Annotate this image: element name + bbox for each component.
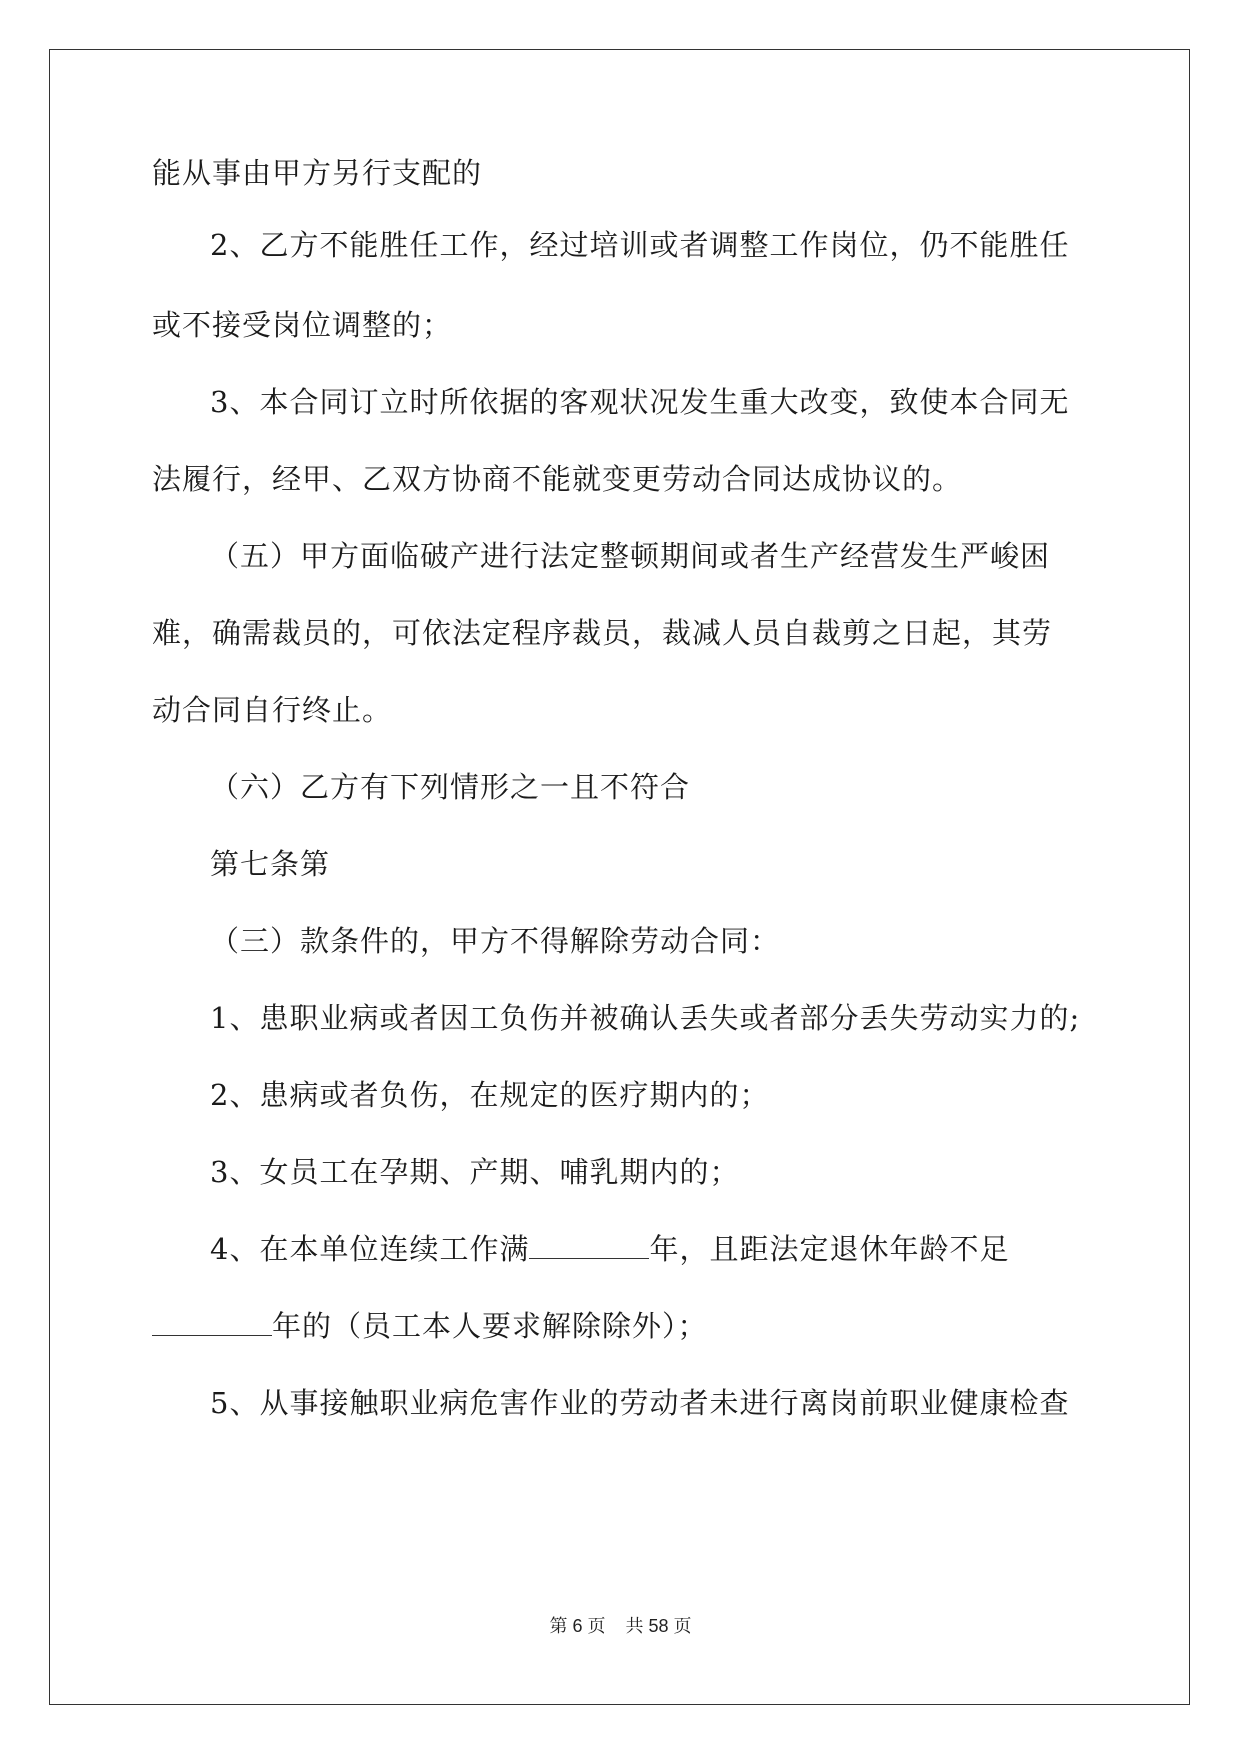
paragraph-line: 难，确需裁员的，可依法定程序裁员，裁减人员自裁剪之日起，其劳: [152, 616, 1053, 650]
fill-in-blank[interactable]: [152, 1309, 272, 1336]
paragraph-line: （五）甲方面临破产进行法定整顿期间或者生产经营发生严峻困: [210, 539, 1051, 573]
paragraph-line: 能从事由甲方另行支配的: [152, 156, 483, 190]
paragraph-line: 法履行，经甲、乙双方协商不能就变更劳动合同达成协议的。: [152, 462, 963, 496]
list-item: 2、患病或者负伤，在规定的医疗期内的；: [210, 1078, 770, 1112]
list-item-text: 年，且距法定退休年龄不足: [649, 1232, 1010, 1266]
list-item: 3、女员工在孕期、产期、哺乳期内的；: [210, 1155, 740, 1189]
paragraph-line: （六）乙方有下列情形之一且不符合: [210, 770, 691, 804]
article-heading: 第七条第: [210, 847, 331, 881]
paragraph-line: （三）款条件的，甲方不得解除劳动合同：: [210, 924, 781, 958]
list-item: [152, 1306, 708, 1346]
list-item: 1、患职业病或者因工负伤并被确认丢失或者部分丢失劳动实力的;: [210, 1001, 1081, 1035]
list-item: 5、从事接触职业病危害作业的劳动者未进行离岗前职业健康检查: [210, 1386, 1070, 1420]
paragraph-line: 2、乙方不能胜任工作，经过培训或者调整工作岗位，仍不能胜任: [210, 228, 1070, 262]
paragraph-line: 动合同自行终止。: [152, 693, 393, 727]
paragraph-line: 3、本合同订立时所依据的客观状况发生重大改变，致使本合同无: [210, 385, 1070, 419]
fill-in-blank[interactable]: [529, 1232, 649, 1259]
list-item: [210, 1229, 1009, 1269]
paragraph-line: 或不接受岗位调整的；: [152, 308, 453, 342]
list-item-text: 4、在本单位连续工作满: [210, 1232, 530, 1266]
page-total: 共 58 页: [625, 1616, 692, 1636]
page-footer: [0, 1612, 1241, 1638]
list-item-text: 年的（员工本人要求解除除外）；: [272, 1309, 708, 1343]
page-number: 第 6 页: [549, 1616, 606, 1636]
